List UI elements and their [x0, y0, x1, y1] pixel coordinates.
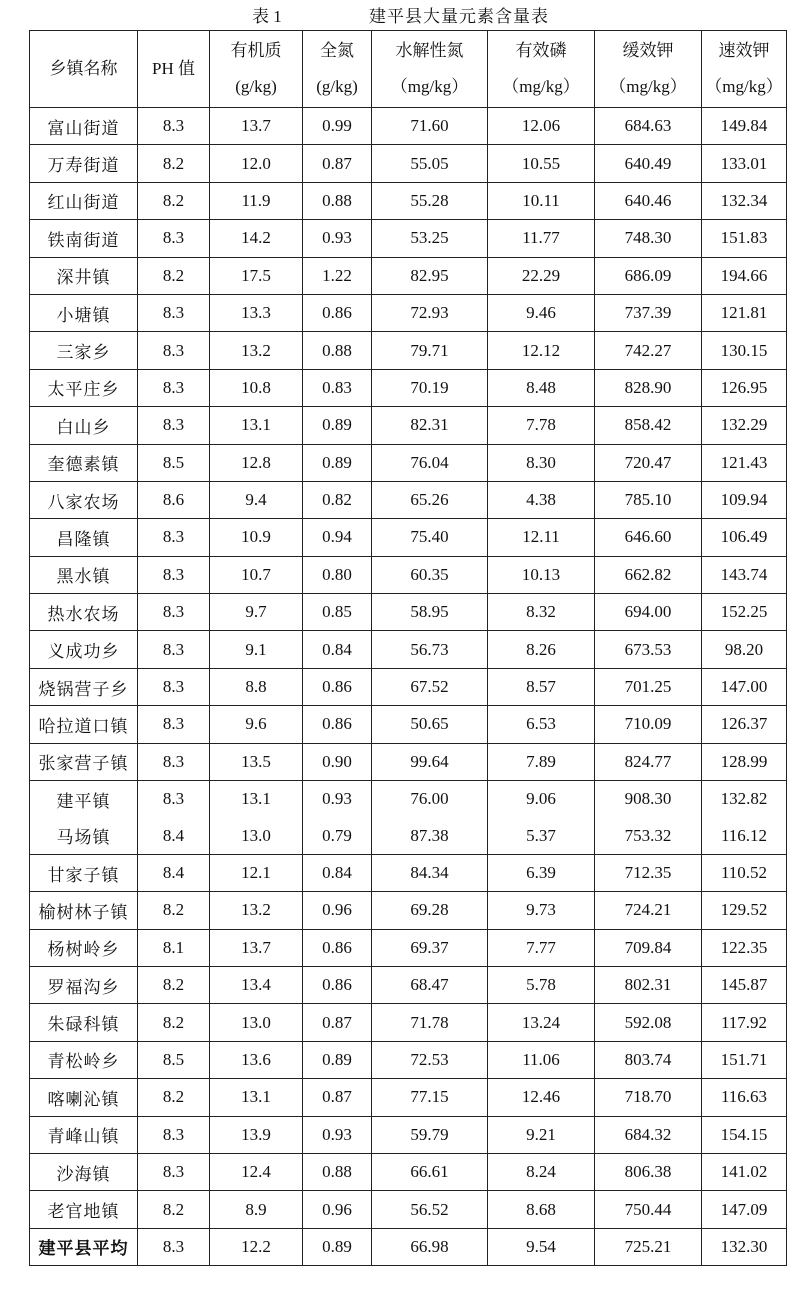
- value-cell: 8.3: [138, 556, 210, 593]
- township-name-cell: 建平镇: [30, 781, 138, 818]
- value-cell: 116.63: [702, 1079, 787, 1116]
- value-cell: 143.74: [702, 556, 787, 593]
- value-cell: 0.79: [303, 817, 372, 854]
- header-cell: 全氮(g/kg): [303, 31, 372, 108]
- value-cell: 8.8: [210, 668, 303, 705]
- value-cell: 0.89: [303, 444, 372, 481]
- township-name-cell: 榆树林子镇: [30, 892, 138, 929]
- value-cell: 10.8: [210, 369, 303, 406]
- value-cell: 7.89: [488, 743, 595, 780]
- value-cell: 8.2: [138, 1191, 210, 1228]
- table-row: [30, 369, 787, 406]
- value-cell: 72.53: [372, 1041, 488, 1078]
- table-row: [30, 220, 787, 257]
- value-cell: 109.94: [702, 481, 787, 518]
- value-cell: 12.0: [210, 145, 303, 182]
- value-cell: 8.57: [488, 668, 595, 705]
- value-cell: 12.4: [210, 1153, 303, 1190]
- value-cell: 0.86: [303, 668, 372, 705]
- table-row: [30, 332, 787, 369]
- table-caption: [0, 0, 800, 30]
- average-value-cell: 0.89: [303, 1228, 372, 1265]
- value-cell: 9.1: [210, 631, 303, 668]
- township-name-cell: 八家农场: [30, 481, 138, 518]
- table-row: [30, 294, 787, 331]
- value-cell: 8.30: [488, 444, 595, 481]
- value-cell: 0.84: [303, 631, 372, 668]
- value-cell: 6.53: [488, 706, 595, 743]
- value-cell: 13.9: [210, 1116, 303, 1153]
- value-cell: 712.35: [595, 854, 702, 891]
- township-name-cell: 三家乡: [30, 332, 138, 369]
- value-cell: 12.12: [488, 332, 595, 369]
- value-cell: 753.32: [595, 817, 702, 854]
- value-cell: 8.2: [138, 966, 210, 1003]
- table-row: [30, 444, 787, 481]
- value-cell: 0.88: [303, 1153, 372, 1190]
- value-cell: 72.93: [372, 294, 488, 331]
- value-cell: 0.93: [303, 781, 372, 818]
- value-cell: 8.3: [138, 743, 210, 780]
- header-cell: 缓效钾（mg/kg）: [595, 31, 702, 108]
- value-cell: 8.2: [138, 892, 210, 929]
- township-name-cell: 白山乡: [30, 407, 138, 444]
- township-name-cell: 朱碌科镇: [30, 1004, 138, 1041]
- value-cell: 0.86: [303, 929, 372, 966]
- table-row: [30, 966, 787, 1003]
- value-cell: 684.63: [595, 108, 702, 145]
- value-cell: 149.84: [702, 108, 787, 145]
- value-cell: 8.26: [488, 631, 595, 668]
- value-cell: 10.9: [210, 519, 303, 556]
- value-cell: 6.39: [488, 854, 595, 891]
- township-name-cell: 义成功乡: [30, 631, 138, 668]
- value-cell: 121.81: [702, 294, 787, 331]
- value-cell: 8.2: [138, 145, 210, 182]
- value-cell: 11.9: [210, 182, 303, 219]
- table-row: [30, 668, 787, 705]
- value-cell: 141.02: [702, 1153, 787, 1190]
- value-cell: 8.68: [488, 1191, 595, 1228]
- value-cell: 132.82: [702, 781, 787, 818]
- table-number: 表 1: [252, 7, 282, 26]
- township-name-cell: 太平庄乡: [30, 369, 138, 406]
- value-cell: 8.3: [138, 1116, 210, 1153]
- value-cell: 82.31: [372, 407, 488, 444]
- township-name-cell: 哈拉道口镇: [30, 706, 138, 743]
- value-cell: 4.38: [488, 481, 595, 518]
- value-cell: 128.99: [702, 743, 787, 780]
- value-cell: 10.13: [488, 556, 595, 593]
- value-cell: 8.24: [488, 1153, 595, 1190]
- township-name-cell: 红山街道: [30, 182, 138, 219]
- value-cell: 8.6: [138, 481, 210, 518]
- table-row: [30, 854, 787, 891]
- value-cell: 0.84: [303, 854, 372, 891]
- value-cell: 13.2: [210, 892, 303, 929]
- header-cell: 有机质(g/kg): [210, 31, 303, 108]
- table-row: [30, 1153, 787, 1190]
- value-cell: 13.5: [210, 743, 303, 780]
- value-cell: 13.6: [210, 1041, 303, 1078]
- value-cell: 7.78: [488, 407, 595, 444]
- value-cell: 8.2: [138, 182, 210, 219]
- value-cell: 87.38: [372, 817, 488, 854]
- township-name-cell: 深井镇: [30, 257, 138, 294]
- value-cell: 76.00: [372, 781, 488, 818]
- value-cell: 13.7: [210, 929, 303, 966]
- value-cell: 802.31: [595, 966, 702, 1003]
- value-cell: 66.61: [372, 1153, 488, 1190]
- value-cell: 75.40: [372, 519, 488, 556]
- value-cell: 11.06: [488, 1041, 595, 1078]
- value-cell: 8.3: [138, 294, 210, 331]
- value-cell: 8.2: [138, 1004, 210, 1041]
- value-cell: 686.09: [595, 257, 702, 294]
- value-cell: 14.2: [210, 220, 303, 257]
- value-cell: 13.1: [210, 781, 303, 818]
- township-name-cell: 万寿街道: [30, 145, 138, 182]
- value-cell: 69.28: [372, 892, 488, 929]
- table-row: [30, 594, 787, 631]
- value-cell: 8.3: [138, 706, 210, 743]
- table-row: [30, 1079, 787, 1116]
- value-cell: 152.25: [702, 594, 787, 631]
- value-cell: 65.26: [372, 481, 488, 518]
- value-cell: 0.85: [303, 594, 372, 631]
- value-cell: 68.47: [372, 966, 488, 1003]
- value-cell: 592.08: [595, 1004, 702, 1041]
- value-cell: 724.21: [595, 892, 702, 929]
- value-cell: 9.6: [210, 706, 303, 743]
- value-cell: 126.95: [702, 369, 787, 406]
- township-name-cell: 黑水镇: [30, 556, 138, 593]
- value-cell: 8.9: [210, 1191, 303, 1228]
- value-cell: 8.2: [138, 257, 210, 294]
- value-cell: 84.34: [372, 854, 488, 891]
- average-value-cell: 66.98: [372, 1228, 488, 1265]
- value-cell: 79.71: [372, 332, 488, 369]
- value-cell: 122.35: [702, 929, 787, 966]
- value-cell: 116.12: [702, 817, 787, 854]
- table-row: [30, 407, 787, 444]
- value-cell: 710.09: [595, 706, 702, 743]
- value-cell: 13.1: [210, 407, 303, 444]
- value-cell: 640.49: [595, 145, 702, 182]
- value-cell: 750.44: [595, 1191, 702, 1228]
- table-row: [30, 1041, 787, 1078]
- header-cell: PH 值: [138, 31, 210, 108]
- value-cell: 8.3: [138, 519, 210, 556]
- value-cell: 0.99: [303, 108, 372, 145]
- value-cell: 646.60: [595, 519, 702, 556]
- value-cell: 858.42: [595, 407, 702, 444]
- table-row: [30, 817, 787, 854]
- average-label-cell: 建平县平均: [30, 1228, 138, 1265]
- value-cell: 748.30: [595, 220, 702, 257]
- value-cell: 194.66: [702, 257, 787, 294]
- value-cell: 718.70: [595, 1079, 702, 1116]
- header-cell: 乡镇名称: [30, 31, 138, 108]
- table-title: 建平县大量元素含量表: [369, 7, 549, 26]
- township-name-cell: 小塘镇: [30, 294, 138, 331]
- value-cell: 824.77: [595, 743, 702, 780]
- value-cell: 640.46: [595, 182, 702, 219]
- value-cell: 701.25: [595, 668, 702, 705]
- value-cell: 50.65: [372, 706, 488, 743]
- value-cell: 0.93: [303, 1116, 372, 1153]
- value-cell: 662.82: [595, 556, 702, 593]
- value-cell: 13.0: [210, 1004, 303, 1041]
- value-cell: 709.84: [595, 929, 702, 966]
- value-cell: 55.05: [372, 145, 488, 182]
- value-cell: 98.20: [702, 631, 787, 668]
- value-cell: 0.96: [303, 1191, 372, 1228]
- value-cell: 785.10: [595, 481, 702, 518]
- value-cell: 12.06: [488, 108, 595, 145]
- value-cell: 0.94: [303, 519, 372, 556]
- value-cell: 720.47: [595, 444, 702, 481]
- value-cell: 117.92: [702, 1004, 787, 1041]
- value-cell: 10.55: [488, 145, 595, 182]
- value-cell: 0.88: [303, 182, 372, 219]
- township-name-cell: 青峰山镇: [30, 1116, 138, 1153]
- value-cell: 8.3: [138, 1153, 210, 1190]
- table-row: [30, 481, 787, 518]
- value-cell: 22.29: [488, 257, 595, 294]
- value-cell: 8.2: [138, 1079, 210, 1116]
- value-cell: 129.52: [702, 892, 787, 929]
- header-cell: 有效磷（mg/kg）: [488, 31, 595, 108]
- value-cell: 8.3: [138, 631, 210, 668]
- table-row: [30, 257, 787, 294]
- table-row: [30, 1116, 787, 1153]
- value-cell: 67.52: [372, 668, 488, 705]
- value-cell: 8.3: [138, 594, 210, 631]
- value-cell: 0.83: [303, 369, 372, 406]
- value-cell: 13.24: [488, 1004, 595, 1041]
- table-row: [30, 145, 787, 182]
- value-cell: 0.87: [303, 1079, 372, 1116]
- value-cell: 8.3: [138, 668, 210, 705]
- table-row: [30, 781, 787, 818]
- value-cell: 0.86: [303, 966, 372, 1003]
- value-cell: 0.87: [303, 145, 372, 182]
- value-cell: 0.96: [303, 892, 372, 929]
- value-cell: 0.87: [303, 1004, 372, 1041]
- value-cell: 151.83: [702, 220, 787, 257]
- township-name-cell: 喀喇沁镇: [30, 1079, 138, 1116]
- value-cell: 0.80: [303, 556, 372, 593]
- table-row: [30, 108, 787, 145]
- value-cell: 8.3: [138, 781, 210, 818]
- value-cell: 0.93: [303, 220, 372, 257]
- value-cell: 121.43: [702, 444, 787, 481]
- nutrient-table: [29, 30, 787, 1266]
- value-cell: 8.5: [138, 1041, 210, 1078]
- value-cell: 59.79: [372, 1116, 488, 1153]
- table-row: [30, 1191, 787, 1228]
- value-cell: 13.0: [210, 817, 303, 854]
- value-cell: 9.4: [210, 481, 303, 518]
- value-cell: 0.82: [303, 481, 372, 518]
- township-name-cell: 马场镇: [30, 817, 138, 854]
- value-cell: 147.09: [702, 1191, 787, 1228]
- value-cell: 13.2: [210, 332, 303, 369]
- table-row: [30, 182, 787, 219]
- township-name-cell: 甘家子镇: [30, 854, 138, 891]
- value-cell: 151.71: [702, 1041, 787, 1078]
- value-cell: 110.52: [702, 854, 787, 891]
- value-cell: 145.87: [702, 966, 787, 1003]
- value-cell: 53.25: [372, 220, 488, 257]
- value-cell: 694.00: [595, 594, 702, 631]
- value-cell: 8.3: [138, 332, 210, 369]
- township-name-cell: 富山街道: [30, 108, 138, 145]
- township-name-cell: 沙海镇: [30, 1153, 138, 1190]
- value-cell: 9.21: [488, 1116, 595, 1153]
- value-cell: 806.38: [595, 1153, 702, 1190]
- value-cell: 9.7: [210, 594, 303, 631]
- value-cell: 82.95: [372, 257, 488, 294]
- value-cell: 77.15: [372, 1079, 488, 1116]
- value-cell: 133.01: [702, 145, 787, 182]
- value-cell: 147.00: [702, 668, 787, 705]
- value-cell: 55.28: [372, 182, 488, 219]
- value-cell: 9.06: [488, 781, 595, 818]
- table-row: [30, 1004, 787, 1041]
- township-name-cell: 张家营子镇: [30, 743, 138, 780]
- average-row: [30, 1228, 787, 1265]
- value-cell: 5.37: [488, 817, 595, 854]
- value-cell: 742.27: [595, 332, 702, 369]
- value-cell: 69.37: [372, 929, 488, 966]
- value-cell: 13.7: [210, 108, 303, 145]
- header-row: [30, 31, 787, 108]
- township-name-cell: 昌隆镇: [30, 519, 138, 556]
- value-cell: 0.86: [303, 706, 372, 743]
- value-cell: 10.11: [488, 182, 595, 219]
- average-value-cell: 132.30: [702, 1228, 787, 1265]
- value-cell: 0.88: [303, 332, 372, 369]
- value-cell: 56.73: [372, 631, 488, 668]
- township-name-cell: 罗福沟乡: [30, 966, 138, 1003]
- township-name-cell: 杨树岭乡: [30, 929, 138, 966]
- table-row: [30, 743, 787, 780]
- header-cell: 水解性氮（mg/kg）: [372, 31, 488, 108]
- table-row: [30, 631, 787, 668]
- value-cell: 8.3: [138, 369, 210, 406]
- value-cell: 8.3: [138, 220, 210, 257]
- township-name-cell: 铁南街道: [30, 220, 138, 257]
- value-cell: 12.8: [210, 444, 303, 481]
- value-cell: 11.77: [488, 220, 595, 257]
- value-cell: 132.29: [702, 407, 787, 444]
- value-cell: 8.3: [138, 108, 210, 145]
- average-value-cell: 725.21: [595, 1228, 702, 1265]
- value-cell: 9.73: [488, 892, 595, 929]
- value-cell: 0.89: [303, 1041, 372, 1078]
- value-cell: 70.19: [372, 369, 488, 406]
- table-row: [30, 706, 787, 743]
- average-value-cell: 9.54: [488, 1228, 595, 1265]
- value-cell: 99.64: [372, 743, 488, 780]
- value-cell: 0.89: [303, 407, 372, 444]
- value-cell: 8.3: [138, 407, 210, 444]
- value-cell: 130.15: [702, 332, 787, 369]
- value-cell: 58.95: [372, 594, 488, 631]
- value-cell: 0.86: [303, 294, 372, 331]
- value-cell: 126.37: [702, 706, 787, 743]
- header-cell: 速效钾（mg/kg）: [702, 31, 787, 108]
- table-row: [30, 892, 787, 929]
- township-name-cell: 青松岭乡: [30, 1041, 138, 1078]
- value-cell: 684.32: [595, 1116, 702, 1153]
- value-cell: 0.90: [303, 743, 372, 780]
- value-cell: 9.46: [488, 294, 595, 331]
- value-cell: 1.22: [303, 257, 372, 294]
- value-cell: 8.32: [488, 594, 595, 631]
- value-cell: 132.34: [702, 182, 787, 219]
- value-cell: 12.1: [210, 854, 303, 891]
- table-row: [30, 556, 787, 593]
- value-cell: 828.90: [595, 369, 702, 406]
- average-value-cell: 8.3: [138, 1228, 210, 1265]
- value-cell: 154.15: [702, 1116, 787, 1153]
- value-cell: 12.11: [488, 519, 595, 556]
- value-cell: 12.46: [488, 1079, 595, 1116]
- township-name-cell: 热水农场: [30, 594, 138, 631]
- value-cell: 13.4: [210, 966, 303, 1003]
- value-cell: 71.60: [372, 108, 488, 145]
- value-cell: 7.77: [488, 929, 595, 966]
- table-row: [30, 519, 787, 556]
- value-cell: 803.74: [595, 1041, 702, 1078]
- value-cell: 8.4: [138, 817, 210, 854]
- value-cell: 908.30: [595, 781, 702, 818]
- value-cell: 56.52: [372, 1191, 488, 1228]
- value-cell: 8.5: [138, 444, 210, 481]
- value-cell: 60.35: [372, 556, 488, 593]
- value-cell: 8.48: [488, 369, 595, 406]
- average-value-cell: 12.2: [210, 1228, 303, 1265]
- value-cell: 13.3: [210, 294, 303, 331]
- value-cell: 8.4: [138, 854, 210, 891]
- value-cell: 5.78: [488, 966, 595, 1003]
- value-cell: 10.7: [210, 556, 303, 593]
- value-cell: 8.1: [138, 929, 210, 966]
- table-row: [30, 929, 787, 966]
- township-name-cell: 烧锅营子乡: [30, 668, 138, 705]
- value-cell: 13.1: [210, 1079, 303, 1116]
- value-cell: 71.78: [372, 1004, 488, 1041]
- township-name-cell: 奎德素镇: [30, 444, 138, 481]
- value-cell: 737.39: [595, 294, 702, 331]
- value-cell: 673.53: [595, 631, 702, 668]
- value-cell: 17.5: [210, 257, 303, 294]
- value-cell: 106.49: [702, 519, 787, 556]
- value-cell: 76.04: [372, 444, 488, 481]
- township-name-cell: 老官地镇: [30, 1191, 138, 1228]
